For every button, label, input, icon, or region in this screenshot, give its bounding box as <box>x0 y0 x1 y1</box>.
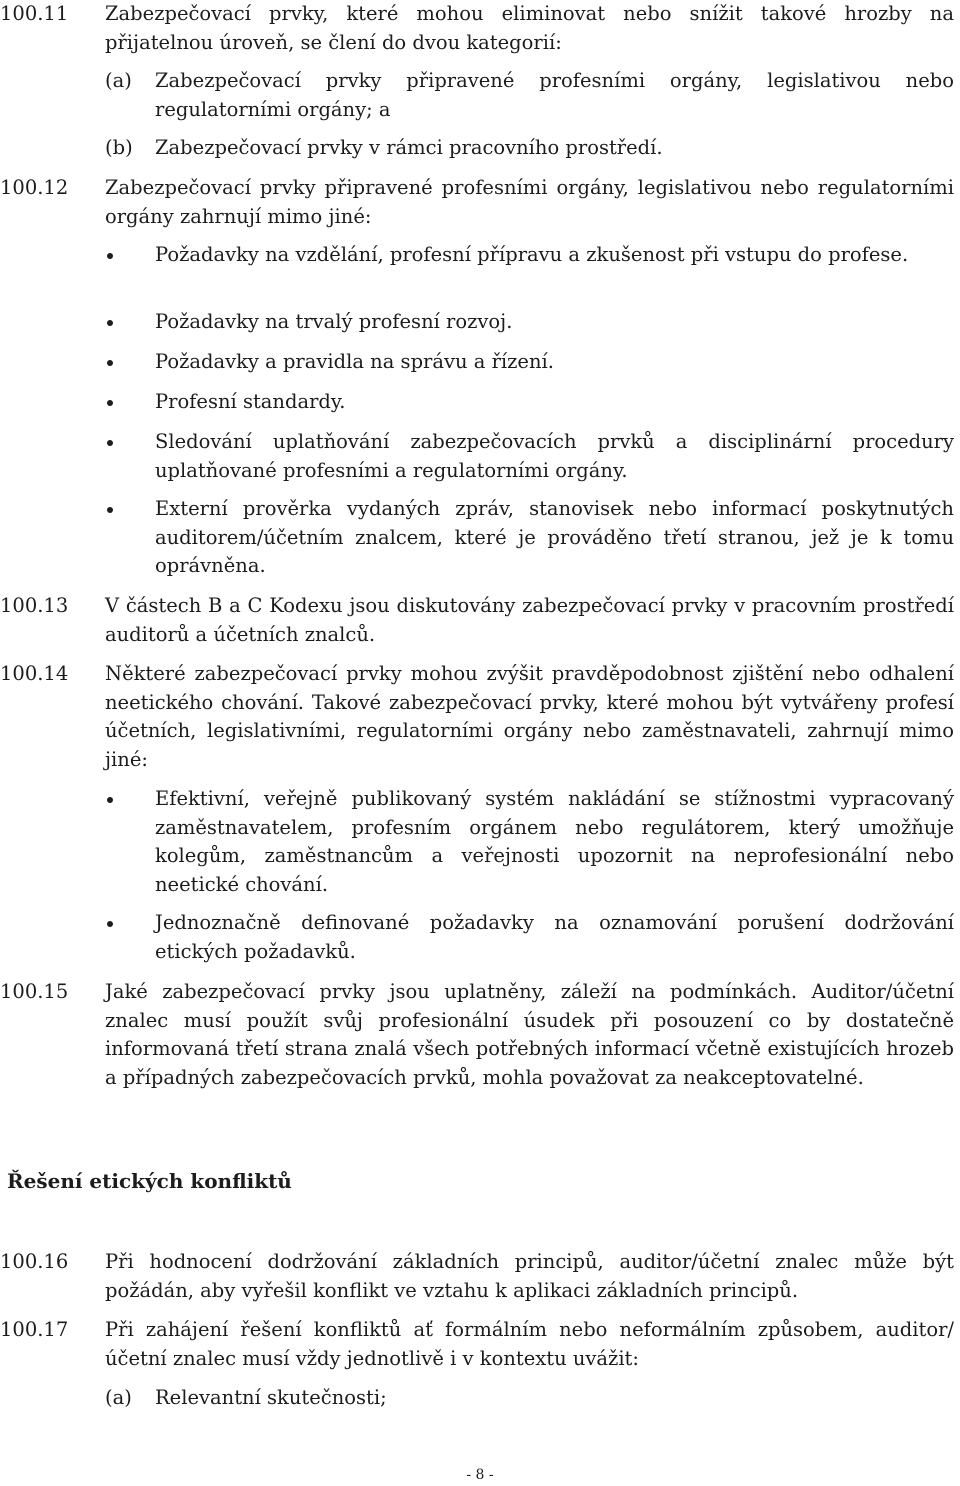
bullet-item <box>105 308 954 337</box>
paragraph-100-11 <box>0 0 954 57</box>
bullet-text: Efektivní, veřejně publikovaný systém nakládání se stížnostmi vypracovaný zaměstnavatelem, profesním orgánem nebo regulátorem, který umožňuje kolegům, zaměstnancům a veřejnosti upozornit na neprofesionální nebo neetické chování. <box>155 787 954 896</box>
bullet-item <box>105 785 954 899</box>
paragraph-number: 100.16 <box>0 1250 69 1273</box>
paragraph-100-12 <box>0 174 954 231</box>
paragraph-number: 100.14 <box>0 662 69 685</box>
paragraph-number: 100.11 <box>0 2 69 25</box>
paragraph-text: Jaké zabezpečovací prvky jsou uplatněny, záleží na podmínkách. Auditor/účetní znalec musí použít svůj profesionální úsudek při posouzení co by dostatečně informovaná třetí strana znalá všech potřebných informací včetně existujících hrozeb a případných zabezpečovacích prvků, mohla považovat za neakceptovatelné. <box>105 980 954 1089</box>
list-item-text: Relevantní skutečnosti; <box>155 1386 387 1409</box>
bullet-item <box>105 348 954 377</box>
paragraph-number: 100.13 <box>0 594 69 617</box>
bullet-text: Požadavky na trvalý profesní rozvoj. <box>155 310 513 333</box>
bullet-icon <box>107 400 113 406</box>
bullet-icon <box>107 507 113 513</box>
list-item-b <box>105 134 954 163</box>
paragraph-100-17 <box>0 1316 954 1373</box>
bullet-item <box>105 428 954 485</box>
page-number: - 8 - <box>466 1467 494 1483</box>
bullet-text: Požadavky na vzdělání, profesní přípravu a zkušenost při vstupu do profese. <box>155 243 909 266</box>
bullet-text: Sledování uplatňování zabezpečovacích prvků a disciplinární procedury uplatňované profesními a regulatorními orgány. <box>155 430 954 482</box>
list-item-text: Zabezpečovací prvky v rámci pracovního prostředí. <box>155 136 663 159</box>
paragraph-text: Při zahájení řešení konfliktů ať formálním nebo neformálním způsobem, auditor/účetní znalec musí vždy jednotlivě i v kontextu uvážit: <box>105 1318 954 1370</box>
paragraph-number: 100.12 <box>0 176 69 199</box>
paragraph-100-15 <box>0 978 954 1092</box>
bullet-icon <box>107 320 113 326</box>
bullet-text: Externí prověrka vydaných zpráv, stanovisek nebo informací poskytnutých auditorem/účetním znalcem, které je prováděno třetí stranou, jež je k tomu oprávněna. <box>155 497 954 577</box>
paragraph-text: Zabezpečovací prvky připravené profesními orgány, legislativou nebo regulatorními orgány zahrnují mimo jiné: <box>105 176 954 228</box>
list-item-label: (a) <box>105 69 132 92</box>
bullet-icon <box>107 360 113 366</box>
list-item-label: (b) <box>105 136 133 159</box>
bullet-item <box>105 495 954 581</box>
bullet-item <box>105 909 954 966</box>
bullet-text: Požadavky a pravidla na správu a řízení. <box>155 350 554 373</box>
bullet-icon <box>107 797 113 803</box>
paragraph-number: 100.15 <box>0 980 69 1003</box>
bullet-item <box>105 388 954 417</box>
paragraph-number: 100.17 <box>0 1318 69 1341</box>
paragraph-text: Některé zabezpečovací prvky mohou zvýšit pravděpodobnost zjištění nebo odhalení neetického chování. Takové zabezpečovací prvky, které mohou být vytvářeny profesí účetních, legislativními, regulatorními orgány nebo zaměstnavateli, zahrnují mimo jiné: <box>105 662 954 771</box>
paragraph-100-16 <box>0 1248 954 1305</box>
list-item-a <box>105 67 954 124</box>
paragraph-100-14 <box>0 660 954 774</box>
paragraph-text: V částech B a C Kodexu jsou diskutovány zabezpečovací prvky v pracovním prostředí auditorů a účetních znalců. <box>105 594 954 646</box>
bullet-text: Profesní standardy. <box>155 390 346 413</box>
list-item-text: Zabezpečovací prvky připravené profesními orgány, legislativou nebo regulatorními orgány; a <box>155 69 954 121</box>
bullet-text: Jednoznačně definované požadavky na oznamování porušení dodržování etických požadavků. <box>155 911 954 963</box>
paragraph-100-13 <box>0 592 954 649</box>
paragraph-text: Při hodnocení dodržování základních principů, auditor/účetní znalec může být požádán, aby vyřešil konflikt ve vztahu k aplikaci základních principů. <box>105 1250 954 1302</box>
list-item-a <box>105 1384 954 1413</box>
paragraph-text: Zabezpečovací prvky, které mohou eliminovat nebo snížit takové hrozby na přijatelnou úroveň, se člení do dvou kategorií: <box>105 2 954 54</box>
section-heading: Řešení etických konfliktů <box>7 1169 292 1193</box>
list-item-label: (a) <box>105 1386 132 1409</box>
bullet-icon <box>107 440 113 446</box>
bullet-icon <box>107 921 113 927</box>
bullet-icon <box>107 253 113 259</box>
bullet-item <box>105 241 954 270</box>
